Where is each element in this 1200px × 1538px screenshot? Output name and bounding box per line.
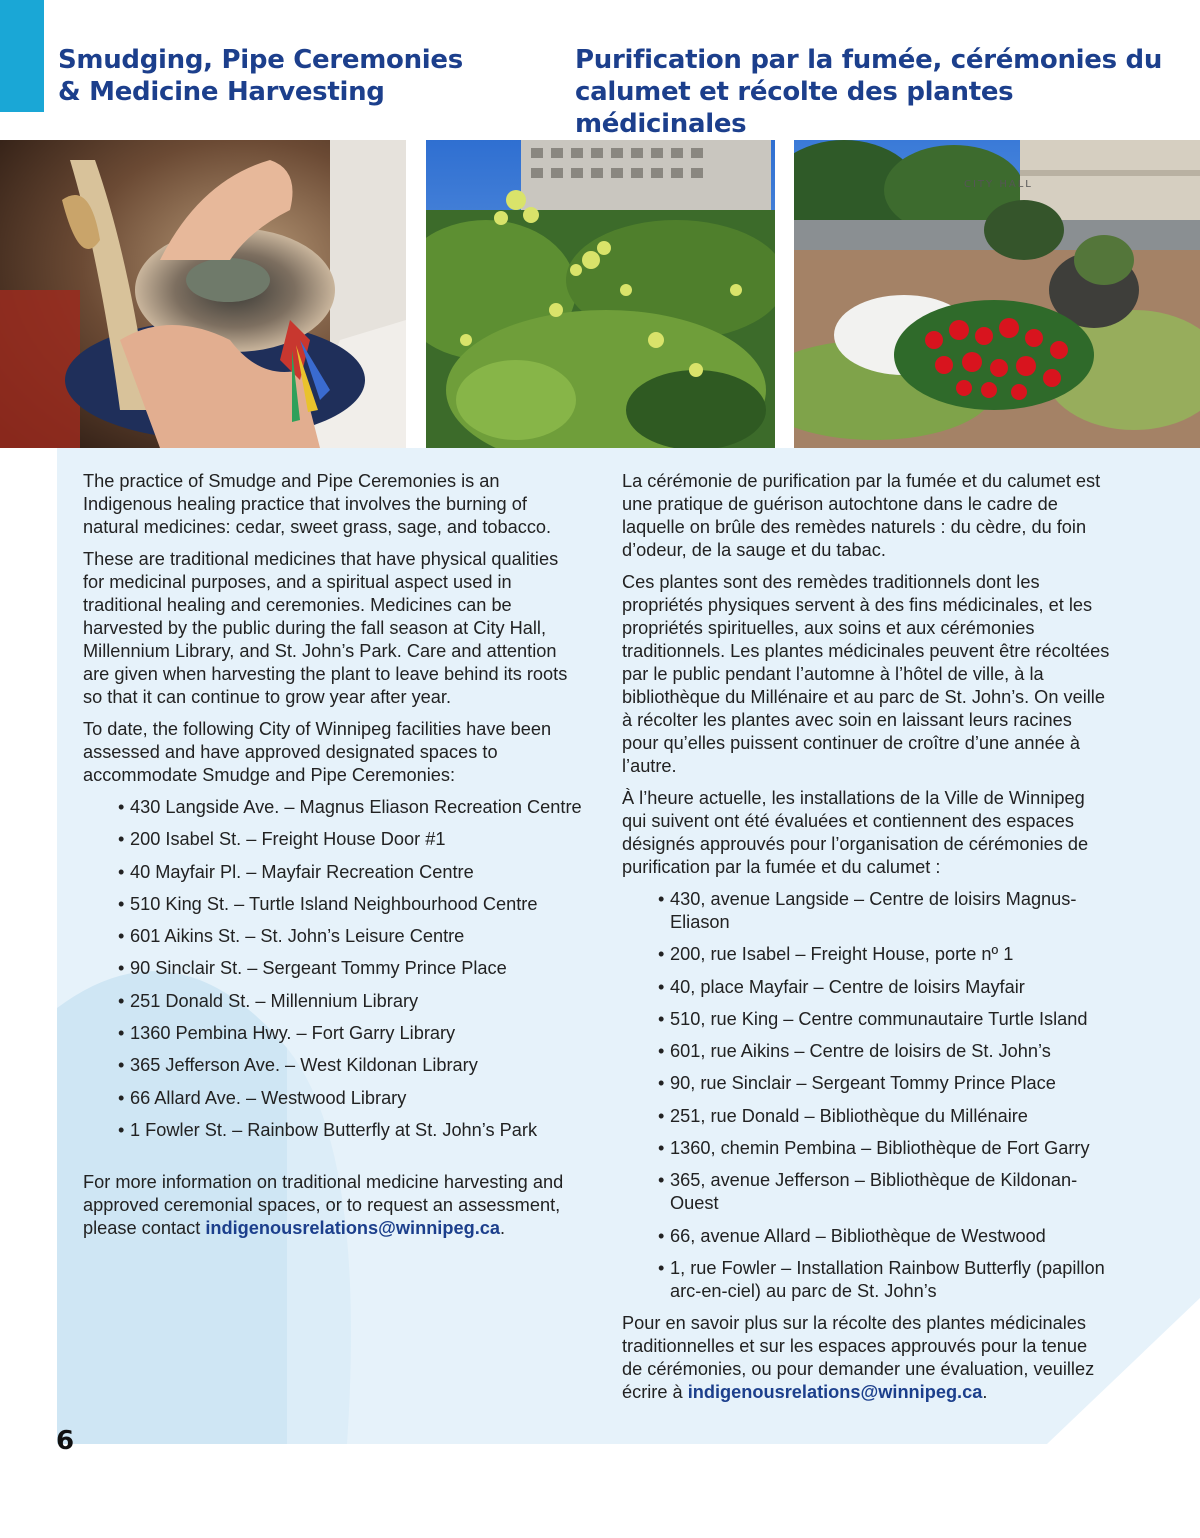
list-item: • 66, avenue Allard – Bibliothèque de Westwood xyxy=(658,1225,1112,1248)
list-item: • 66 Allard Ave. – Westwood Library xyxy=(118,1087,583,1110)
page-number: 6 xyxy=(56,1426,75,1456)
title-en-line1: Smudging, Pipe Ceremonies xyxy=(58,45,463,75)
english-email-link[interactable]: indigenousrelations@winnipeg.ca xyxy=(205,1217,500,1238)
list-item: • 90, rue Sinclair – Sergeant Tommy Prince Place xyxy=(658,1072,1112,1095)
photo-smudge-bowl xyxy=(0,140,406,448)
english-contact-text: For more information on traditional medicine harvesting and approved ceremonial spaces, or to request an assessment, please contact xyxy=(83,1171,564,1238)
english-facility-list xyxy=(118,796,583,1142)
list-item: • 510, rue King – Centre communautaire Turtle Island xyxy=(658,1008,1112,1031)
english-period: . xyxy=(499,1217,506,1238)
list-item: • 510 King St. – Turtle Island Neighbourhood Centre xyxy=(118,893,583,916)
page-title-english xyxy=(58,44,528,108)
title-en-line2: & Medicine Harvesting xyxy=(58,77,385,107)
list-item: • 251, rue Donald – Bibliothèque du Millénaire xyxy=(658,1105,1112,1128)
title-fr-line1: Purification par la fumée, cérémonies du xyxy=(575,45,1163,75)
list-item: • 365 Jefferson Ave. – West Kildonan Library xyxy=(118,1054,583,1077)
french-contact-paragraph xyxy=(622,1312,1112,1404)
list-item: • 601 Aikins St. – St. John’s Leisure Centre xyxy=(118,925,583,948)
list-item: • 200 Isabel St. – Freight House Door #1 xyxy=(118,828,583,851)
accent-bar xyxy=(0,0,44,112)
list-item: • 40 Mayfair Pl. – Mayfair Recreation Centre xyxy=(118,861,583,884)
list-item: • 251 Donald St. – Millennium Library xyxy=(118,990,583,1013)
english-paragraph-1: The practice of Smudge and Pipe Ceremonies is an Indigenous healing practice that involves the burning of natural medicines: cedar, sweet grass, sage, and tobacco. xyxy=(83,471,552,537)
page-title-french xyxy=(575,44,1185,140)
title-fr-line2: calumet et récolte des plantes médicinales xyxy=(575,77,1014,139)
english-paragraph-2: These are traditional medicines that have physical qualities for medicinal purposes, and a spiritual aspect used in traditional healing and ceremonies. Medicines can be harvested by the public during the fall season at City Hall, Millennium Library, and St. John’s Park. Care and attention are given when harvesting the plant to leave behind its roots so that it can continue to grow year after year. xyxy=(83,549,568,707)
french-paragraph-2: Ces plantes sont des remèdes traditionnels dont les propriétés physiques servent à des fins médicinales, et les propriétés spirituelles, aux soins et aux cérémonies traditionnels. Les plantes médicinales peuvent être récoltées par le public pendant l’automne à l’hôtel de ville, à la bibliothèque du Millénaire et au parc de St. John’s. On veille à récolter les plantes avec soin en laissant leurs racines pour qu’elles puissent continuer de croître d’une année à l’autre. xyxy=(622,572,1110,776)
french-paragraph-1: La cérémonie de purification par la fumée et du calumet est une pratique de guérison autochtone dans le cadre de laquelle on brûle des remèdes naturels : du cèdre, du foin d’odeur, de la sauge et du tabac. xyxy=(622,471,1101,560)
french-email-link[interactable]: indigenousrelations@winnipeg.ca xyxy=(687,1382,983,1403)
list-item: • 365, avenue Jefferson – Bibliothèque de Kildonan-Ouest xyxy=(658,1169,1112,1215)
list-item: • 1 Fowler St. – Rainbow Butterfly at St. John’s Park xyxy=(118,1119,583,1142)
list-item: • 40, place Mayfair – Centre de loisirs Mayfair xyxy=(658,976,1112,999)
french-column xyxy=(622,470,1112,1413)
list-item: • 90 Sinclair St. – Sergeant Tommy Prince Place xyxy=(118,957,583,980)
french-contact-text: Pour en savoir plus sur la récolte des plantes médicinales traditionnelles et sur les espaces approuvés pour la tenue de cérémonies, ou pour demander une évaluation, veuillez écrire à xyxy=(622,1313,1095,1403)
french-paragraph-3: À l’heure actuelle, les installations de la Ville de Winnipeg qui suivent ont été évaluées et contiennent des espaces désignés approuvés pour l’organisation de cérémonies de purification par la fumée et du calumet : xyxy=(622,788,1089,877)
english-paragraph-3: To date, the following City of Winnipeg facilities have been assessed and have approved designated spaces to accommodate Smudge and Pipe Ceremonies: xyxy=(83,719,552,785)
photo-city-hall-garden xyxy=(794,140,1200,448)
list-item: • 430, avenue Langside – Centre de loisirs Magnus-Eliason xyxy=(658,888,1112,934)
photo-medicine-plants xyxy=(426,140,775,448)
english-contact-paragraph xyxy=(83,1171,583,1240)
english-column xyxy=(83,470,583,1249)
list-item: • 1360, chemin Pembina – Bibliothèque de Fort Garry xyxy=(658,1137,1112,1160)
city-hall-sign-text: CITY HALL xyxy=(964,179,1033,190)
list-item: • 1, rue Fowler – Installation Rainbow Butterfly (papillon arc-en-ciel) au parc de St. John’s xyxy=(658,1257,1112,1303)
list-item: • 1360 Pembina Hwy. – Fort Garry Library xyxy=(118,1022,583,1045)
list-item: • 430 Langside Ave. – Magnus Eliason Recreation Centre xyxy=(118,796,583,819)
french-facility-list xyxy=(658,888,1112,1303)
french-period: . xyxy=(982,1382,988,1403)
list-item: • 200, rue Isabel – Freight House, porte nº 1 xyxy=(658,943,1112,966)
list-item: • 601, rue Aikins – Centre de loisirs de St. John’s xyxy=(658,1040,1112,1063)
